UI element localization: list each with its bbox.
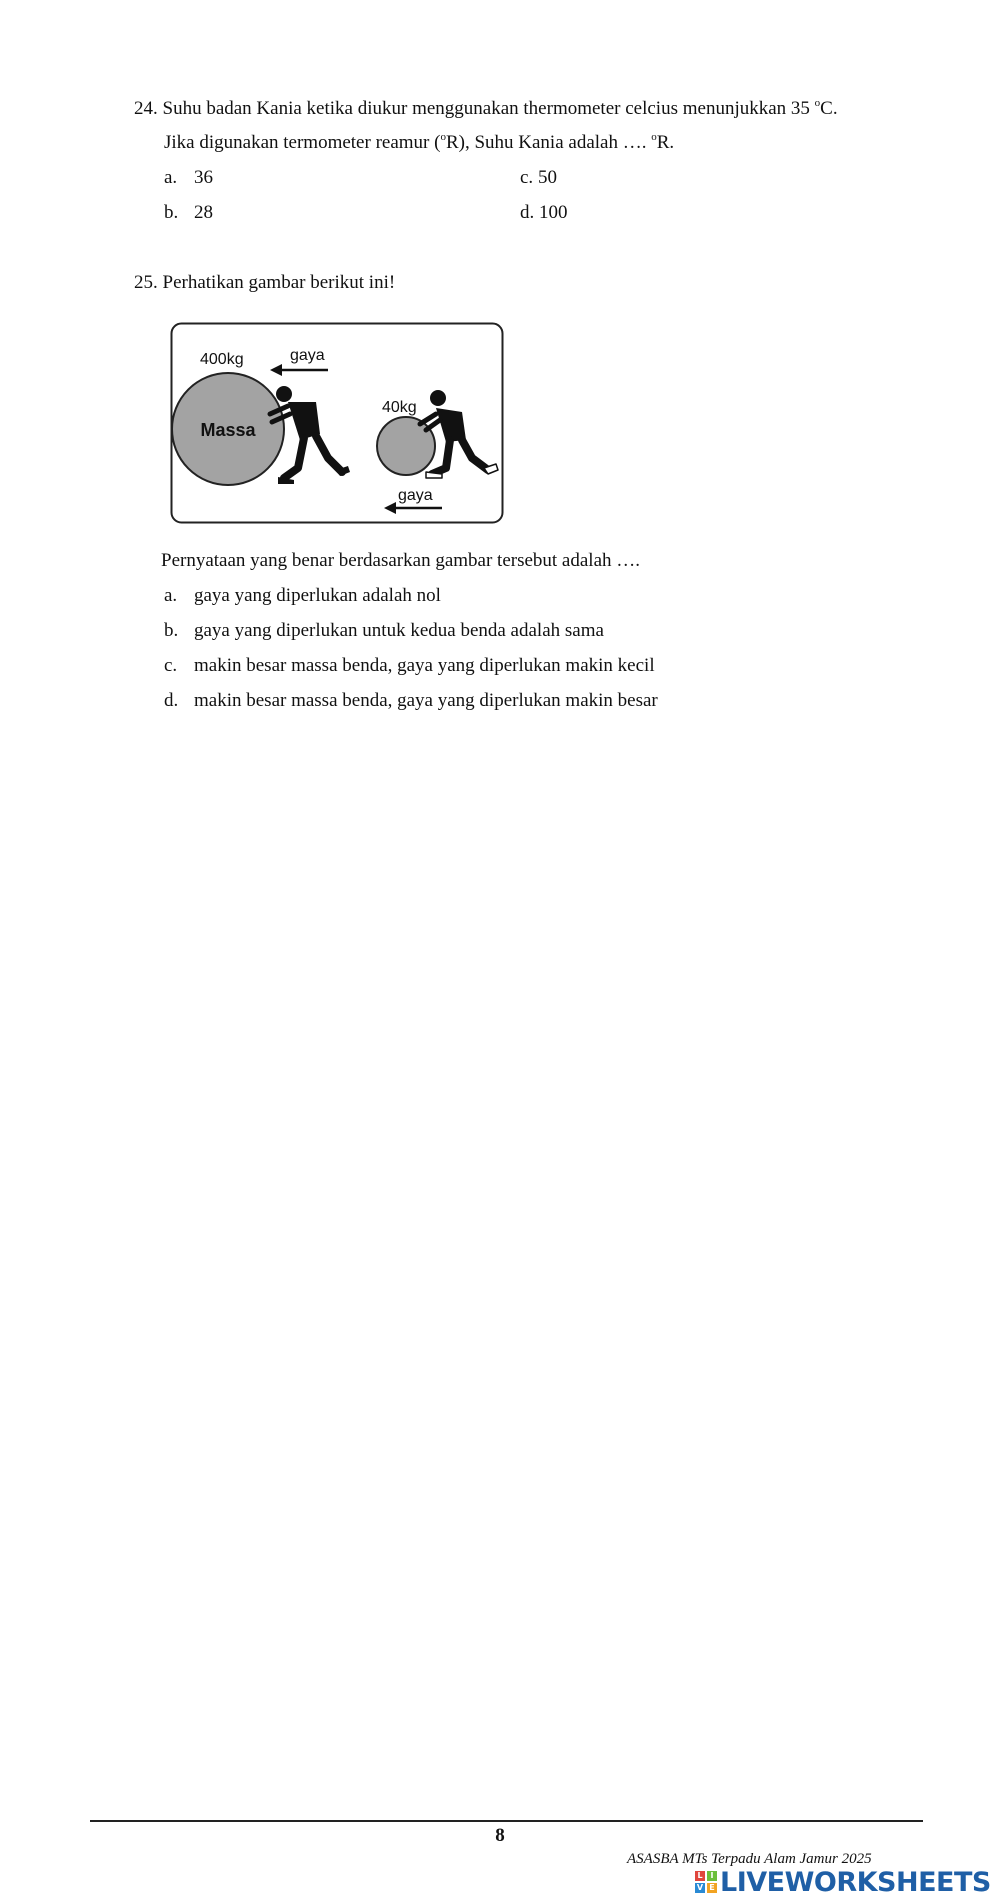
option-letter: b.	[164, 202, 179, 223]
q24-line2-b: R), Suhu Kania adalah ….	[445, 132, 652, 153]
footer-note: ASASBA MTs Terpadu Alam Jamur 2025	[627, 1851, 872, 1867]
logo-text: LIVEWORKSHEETS	[720, 1866, 991, 1898]
option-text: 50	[537, 167, 557, 188]
logo-square: L	[695, 1871, 705, 1881]
option-letter: c.	[164, 655, 178, 676]
q24-option-d[interactable]	[520, 201, 568, 225]
logo-squares-icon	[695, 1871, 717, 1893]
small-mass-ball	[377, 417, 435, 475]
q25-option-a[interactable]	[164, 584, 441, 608]
small-mass-label: 40kg	[382, 399, 417, 416]
q24-question-line1	[134, 97, 838, 121]
option-text: 36	[194, 167, 213, 188]
liveworksheets-logo[interactable]	[695, 1868, 991, 1896]
q24-line1-end: C.	[820, 98, 838, 119]
option-letter: c.	[520, 167, 534, 188]
q25-statement: Pernyataan yang benar berdasarkan gambar tersebut adalah ….	[161, 550, 641, 571]
option-letter: d.	[520, 202, 535, 223]
degree-sup: o	[814, 97, 821, 109]
q24-option-b[interactable]	[164, 201, 213, 225]
logo-square: V	[696, 1883, 704, 1892]
q24-question-line2	[164, 131, 674, 155]
degree-sup: o	[651, 131, 657, 143]
degree-sup: o	[440, 131, 446, 143]
option-text: 100	[539, 202, 568, 223]
big-ball-label: Massa	[200, 420, 256, 440]
option-letter: a.	[164, 585, 178, 606]
page-number: 8	[495, 1825, 505, 1846]
q25-option-b[interactable]	[164, 619, 604, 643]
option-text: 28	[194, 202, 213, 223]
logo-square: I	[707, 1871, 717, 1881]
option-letter: d.	[164, 690, 179, 711]
force-label-bottom: gaya	[398, 487, 433, 504]
q25-option-c[interactable]	[164, 654, 655, 678]
option-letter: a.	[164, 167, 178, 188]
logo-square: E	[707, 1883, 717, 1893]
option-text: makin besar massa benda, gaya yang diperlukan makin kecil	[194, 655, 655, 676]
option-letter: b.	[164, 620, 179, 641]
big-mass-label: 400kg	[200, 351, 244, 368]
q25-option-d[interactable]	[164, 689, 658, 713]
q24-option-a[interactable]	[164, 166, 213, 190]
q24-line2-a: Jika digunakan termometer reamur (	[164, 132, 441, 153]
force-label-top: gaya	[290, 347, 325, 364]
footer-divider	[90, 1820, 923, 1822]
option-text: makin besar massa benda, gaya yang diperlukan makin besar	[194, 690, 658, 711]
q24-line2-c: R.	[656, 132, 675, 153]
q25-prompt: 25. Perhatikan gambar berikut ini!	[134, 272, 396, 293]
q24-line1-text: 24. Suhu badan Kania ketika diukur menggunakan thermometer celcius menunjukkan 35	[134, 98, 815, 119]
option-text: gaya yang diperlukan untuk kedua benda adalah sama	[194, 620, 604, 641]
option-text: gaya yang diperlukan adalah nol	[194, 585, 441, 606]
q25-figure	[170, 322, 504, 524]
q24-option-c[interactable]	[520, 166, 557, 190]
force-mass-illustration	[170, 322, 504, 524]
